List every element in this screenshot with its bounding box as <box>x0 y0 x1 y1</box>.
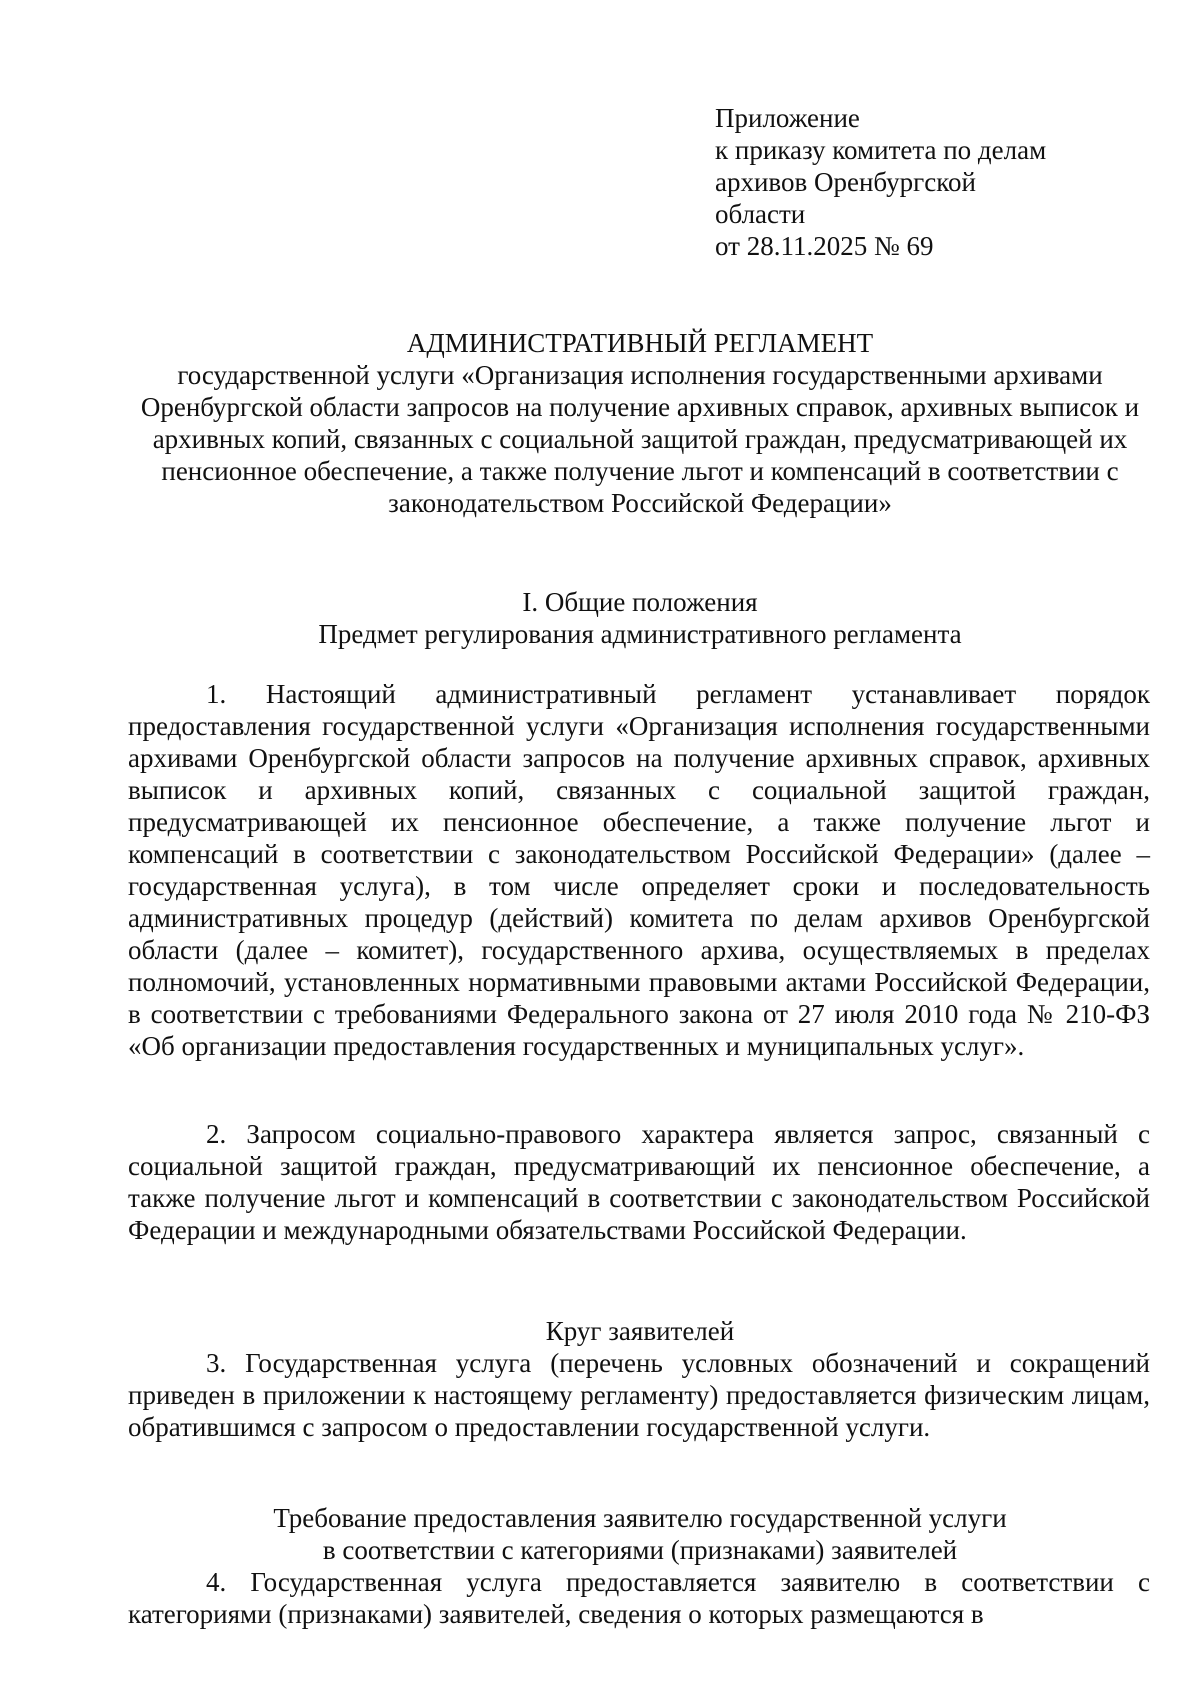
document-title: АДМИНИСТРАТИВНЫЙ РЕГЛАМЕНТ <box>406 328 874 358</box>
section-heading: I. Общие положения <box>522 587 758 617</box>
section-subheading: Предмет регулирования административного регламента <box>318 619 962 649</box>
appendix-line: к приказу комитета по делам <box>715 135 1047 165</box>
paragraph-2: 2. Запросом социально-правового характера является запрос, связанный с социальной защитой граждан, предусматривающий их пенсионное обеспечение, а также получение льгот и компенсаций в соответствии с законодательством Российской Федерации и международными обязательствами Российской Федерации. <box>128 1119 1150 1245</box>
appendix-line: от 28.11.2025 № 69 <box>715 231 934 261</box>
appendix-block <box>715 102 1046 262</box>
requirement-heading-line1: Требование предоставления заявителю государственной услуги <box>273 1503 1007 1533</box>
appendix-line: Приложение <box>715 103 860 133</box>
paragraph-1: 1. Настоящий административный регламент устанавливает порядок предоставления государственной услуги «Организация исполнения государственными архивами Оренбургской области запросов на получение архивных справок, архивных выписок и архивных копий, связанных с социальной защитой граждан, предусматривающей их пенсионное обеспечение, а также получение льгот и компенсаций в соответствии с законодательством Российской Федерации» (далее – государственная услуга), в том числе определяет сроки и последовательность административных процедур (действий) комитета по делам архивов Оренбургской области (далее – комитет), государственного архива, осуществляемых в пределах полномочий, установленных нормативными правовыми актами Российской Федерации, в соответствии с требованиями Федерального закона от 27 июля 2010 года № 210-ФЗ «Об организации предоставления государственных и муниципальных услуг». <box>128 679 1150 1061</box>
paragraph-4: 4. Государственная услуга предоставляется заявителю в соответствии с категориями (признаками) заявителей, сведения о которых размещаются в <box>128 1567 1150 1629</box>
applicants-heading: Круг заявителей <box>545 1316 735 1346</box>
document-subtitle: государственной услуги «Организация исполнения государственными архивами Оренбургской области запросов на получение архивных справок, архивных выписок и архивных копий, связанных с социальной защитой граждан, предусматривающей их пенсионное обеспечение, а также получение льгот и компенсаций в соответствии с законодательством Российской Федерации» <box>140 360 1140 518</box>
paragraph-3: 3. Государственная услуга (перечень условных обозначений и сокращений приведен в приложении к настоящему регламенту) предоставляется физическим лицам, обратившимся с запросом о предоставлении государственной услуги. <box>128 1348 1150 1442</box>
document-title-block <box>128 327 1152 519</box>
appendix-line: области <box>715 199 806 229</box>
appendix-line: архивов Оренбургской <box>715 167 976 197</box>
requirement-heading-line2: в соответствии с категориями (признаками) заявителей <box>322 1535 958 1565</box>
